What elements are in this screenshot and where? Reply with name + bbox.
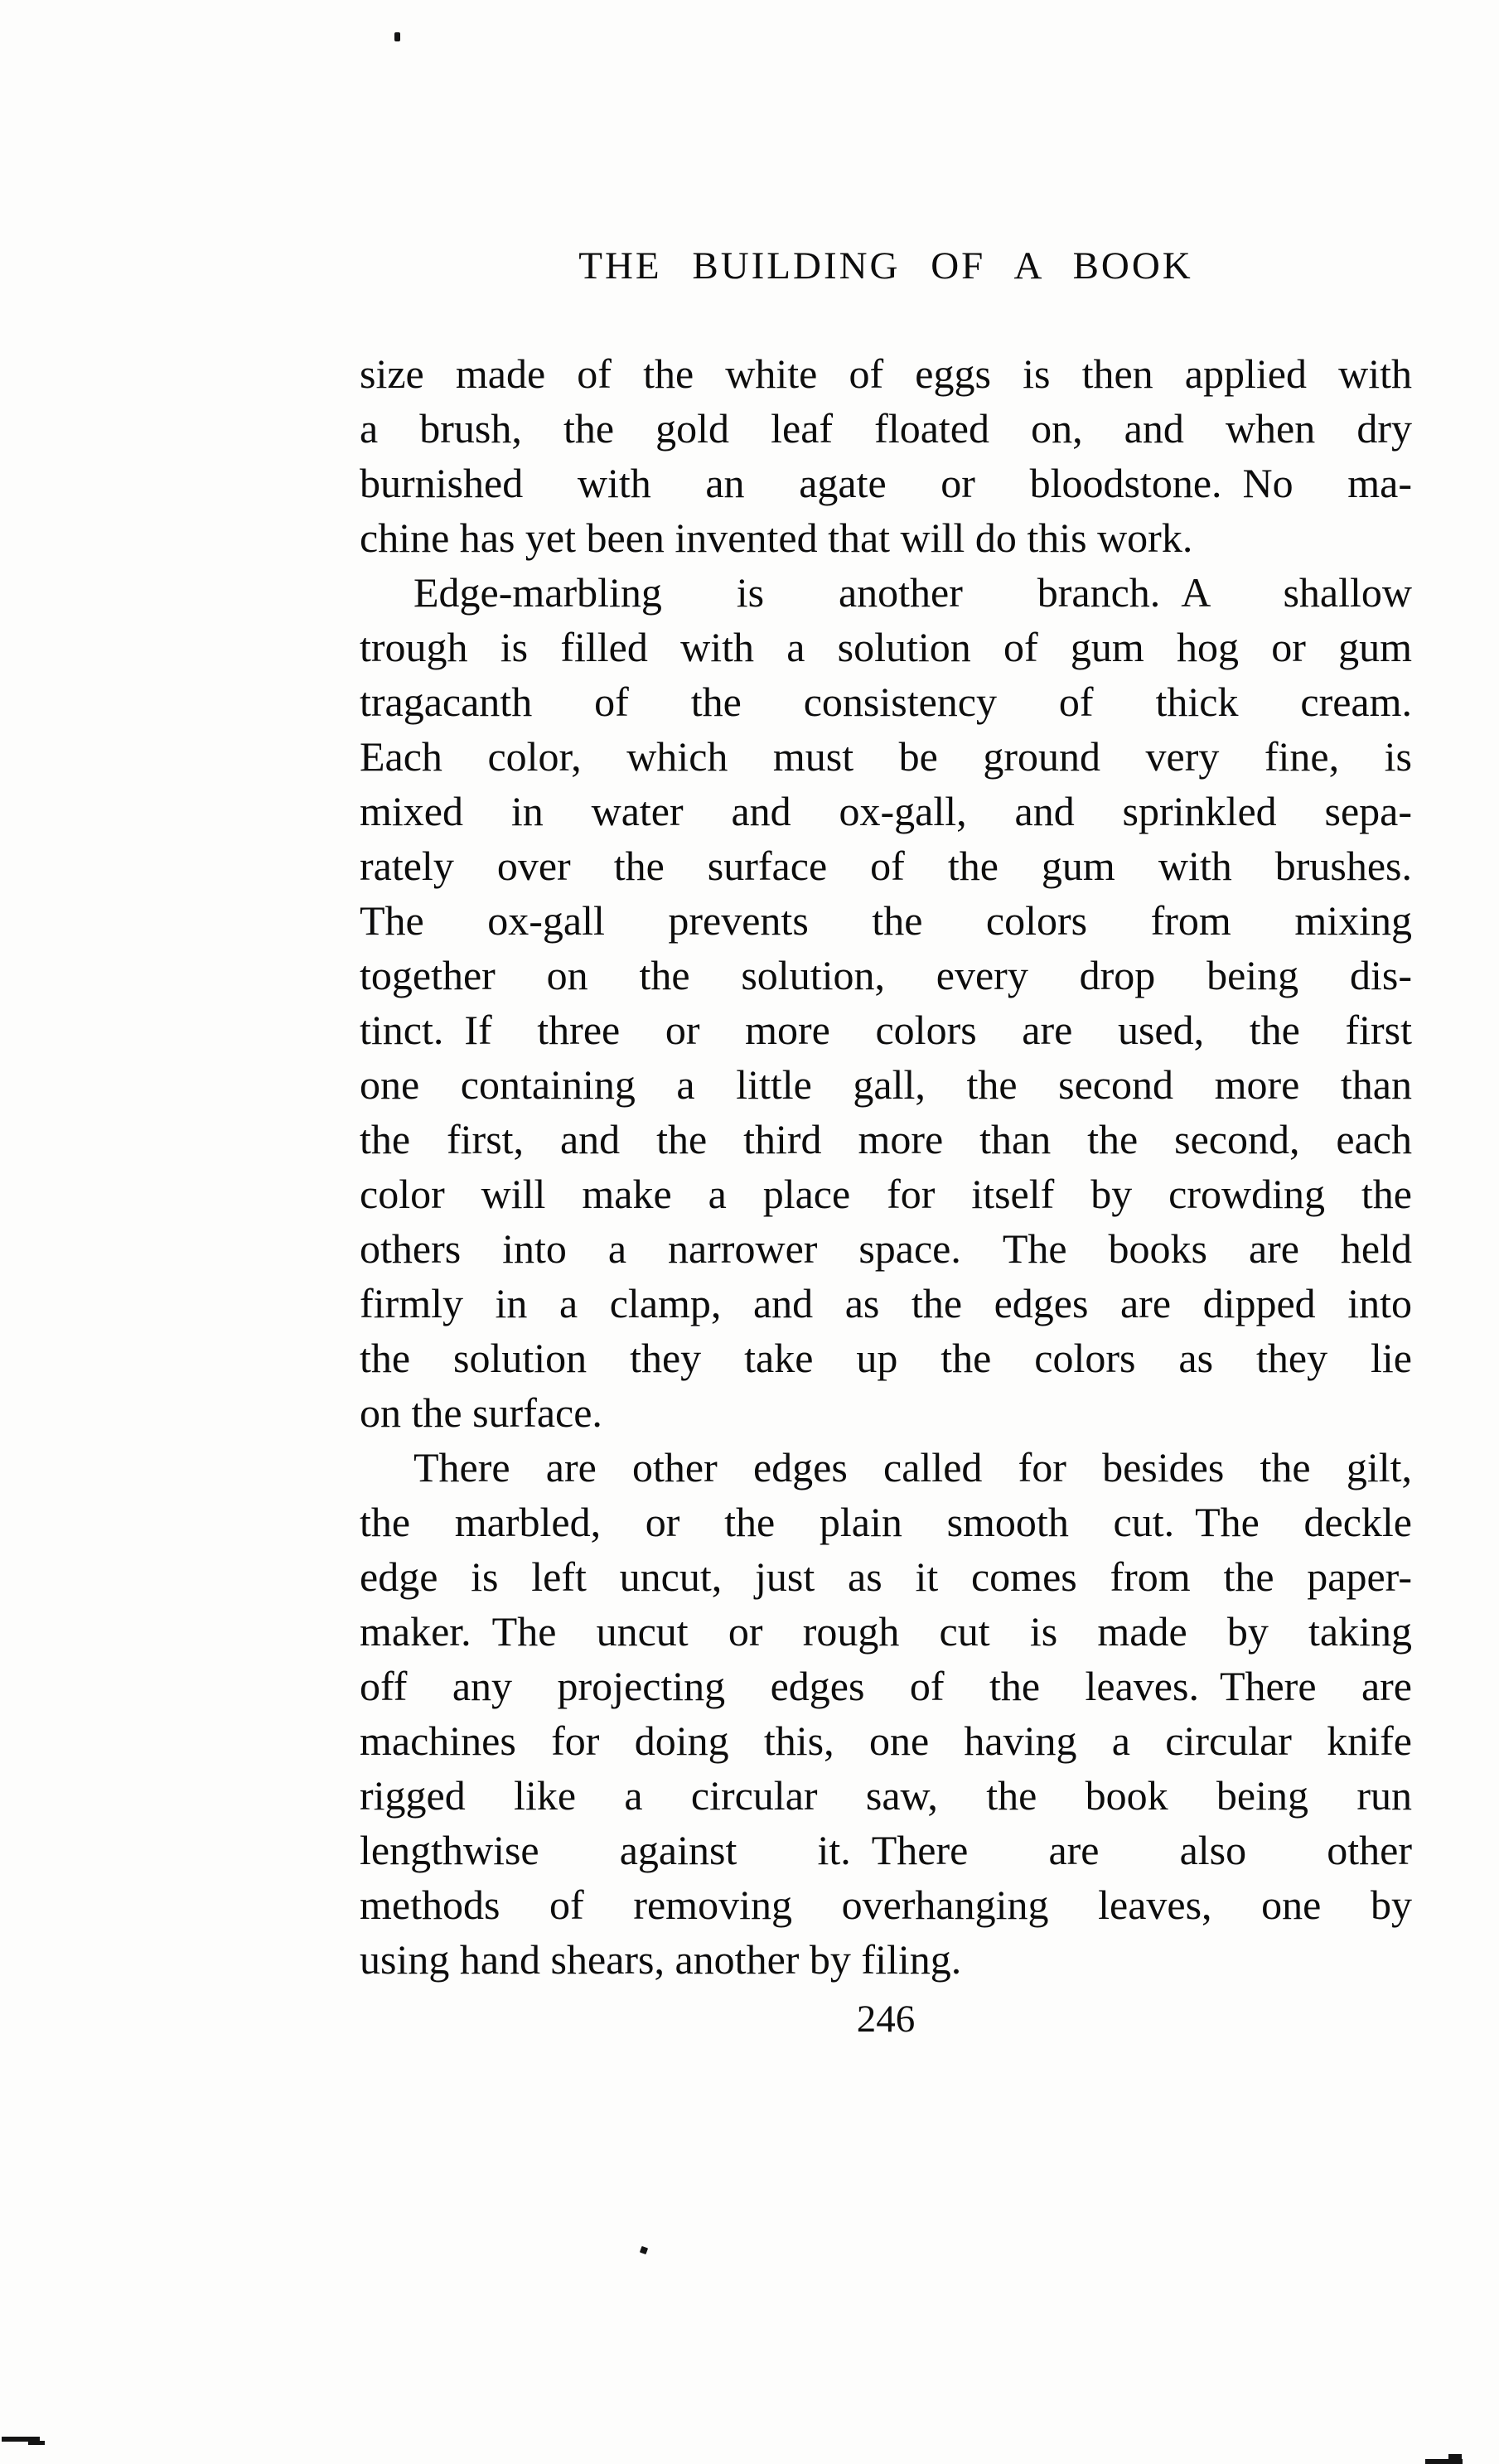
text-line: size made of the white of eggs is then applied with [360, 350, 1412, 397]
text-line: maker. The uncut or rough cut is made by taking [360, 1608, 1412, 1655]
ink-speck [640, 2246, 648, 2254]
text-line: Each color, which must be ground very fine, is [360, 733, 1412, 780]
ink-speck [394, 32, 400, 41]
text-line: Edge-marbling is another branch. A shallow [413, 569, 1412, 616]
text-line: color will make a place for itself by crowding the [360, 1171, 1412, 1217]
text-line: firmly in a clamp, and as the edges are dipped into [360, 1280, 1412, 1326]
text-line: one containing a little gall, the second more than [360, 1061, 1412, 1108]
text-line: on the surface. [360, 1389, 602, 1436]
text-line: methods of removing overhanging leaves, one by [360, 1882, 1412, 1928]
text-line: rately over the surface of the gum with brushes. [360, 843, 1412, 889]
page-number: 246 [856, 1998, 916, 2041]
text-line: lengthwise against it. There are also other [360, 1827, 1412, 1873]
text-line: rigged like a circular saw, the book being run [360, 1772, 1412, 1819]
text-line: using hand shears, another by filing. [360, 1936, 962, 1983]
running-head: THE BUILDING OF A BOOK [578, 244, 1193, 287]
text-line: together on the solution, every drop being dis- [360, 952, 1412, 998]
text-line: tragacanth of the consistency of thick cream. [360, 679, 1412, 725]
text-line: off any projecting edges of the leaves. There are [360, 1663, 1412, 1709]
text-line: The ox-gall prevents the colors from mixing [360, 897, 1412, 944]
text-line: the marbled, or the plain smooth cut. The deckle [360, 1499, 1412, 1545]
text-line: tinct. If three or more colors are used, the first [360, 1007, 1412, 1053]
text-line: a brush, the gold leaf floated on, and when dry [360, 405, 1412, 452]
text-line: others into a narrower space. The books are held [360, 1225, 1412, 1272]
text-line: edge is left uncut, just as it comes from the paper- [360, 1553, 1412, 1600]
scan-mark-bottom-right [1448, 2454, 1462, 2464]
text-line: the solution they take up the colors as they lie [360, 1335, 1412, 1381]
text-line: machines for doing this, one having a circular knife [360, 1718, 1412, 1764]
text-line: trough is filled with a solution of gum hog or gum [360, 624, 1412, 670]
scan-mark-bottom-left [28, 2441, 45, 2445]
text-line: mixed in water and ox-gall, and sprinkled sepa- [360, 788, 1412, 834]
text-line: There are other edges called for besides the gilt, [413, 1444, 1412, 1490]
text-line: the first, and the third more than the second, each [360, 1116, 1412, 1162]
text-line: burnished with an agate or bloodstone. No ma- [360, 460, 1412, 506]
text-block [360, 346, 1412, 1987]
text-line: chine has yet been invented that will do this work. [360, 515, 1193, 561]
